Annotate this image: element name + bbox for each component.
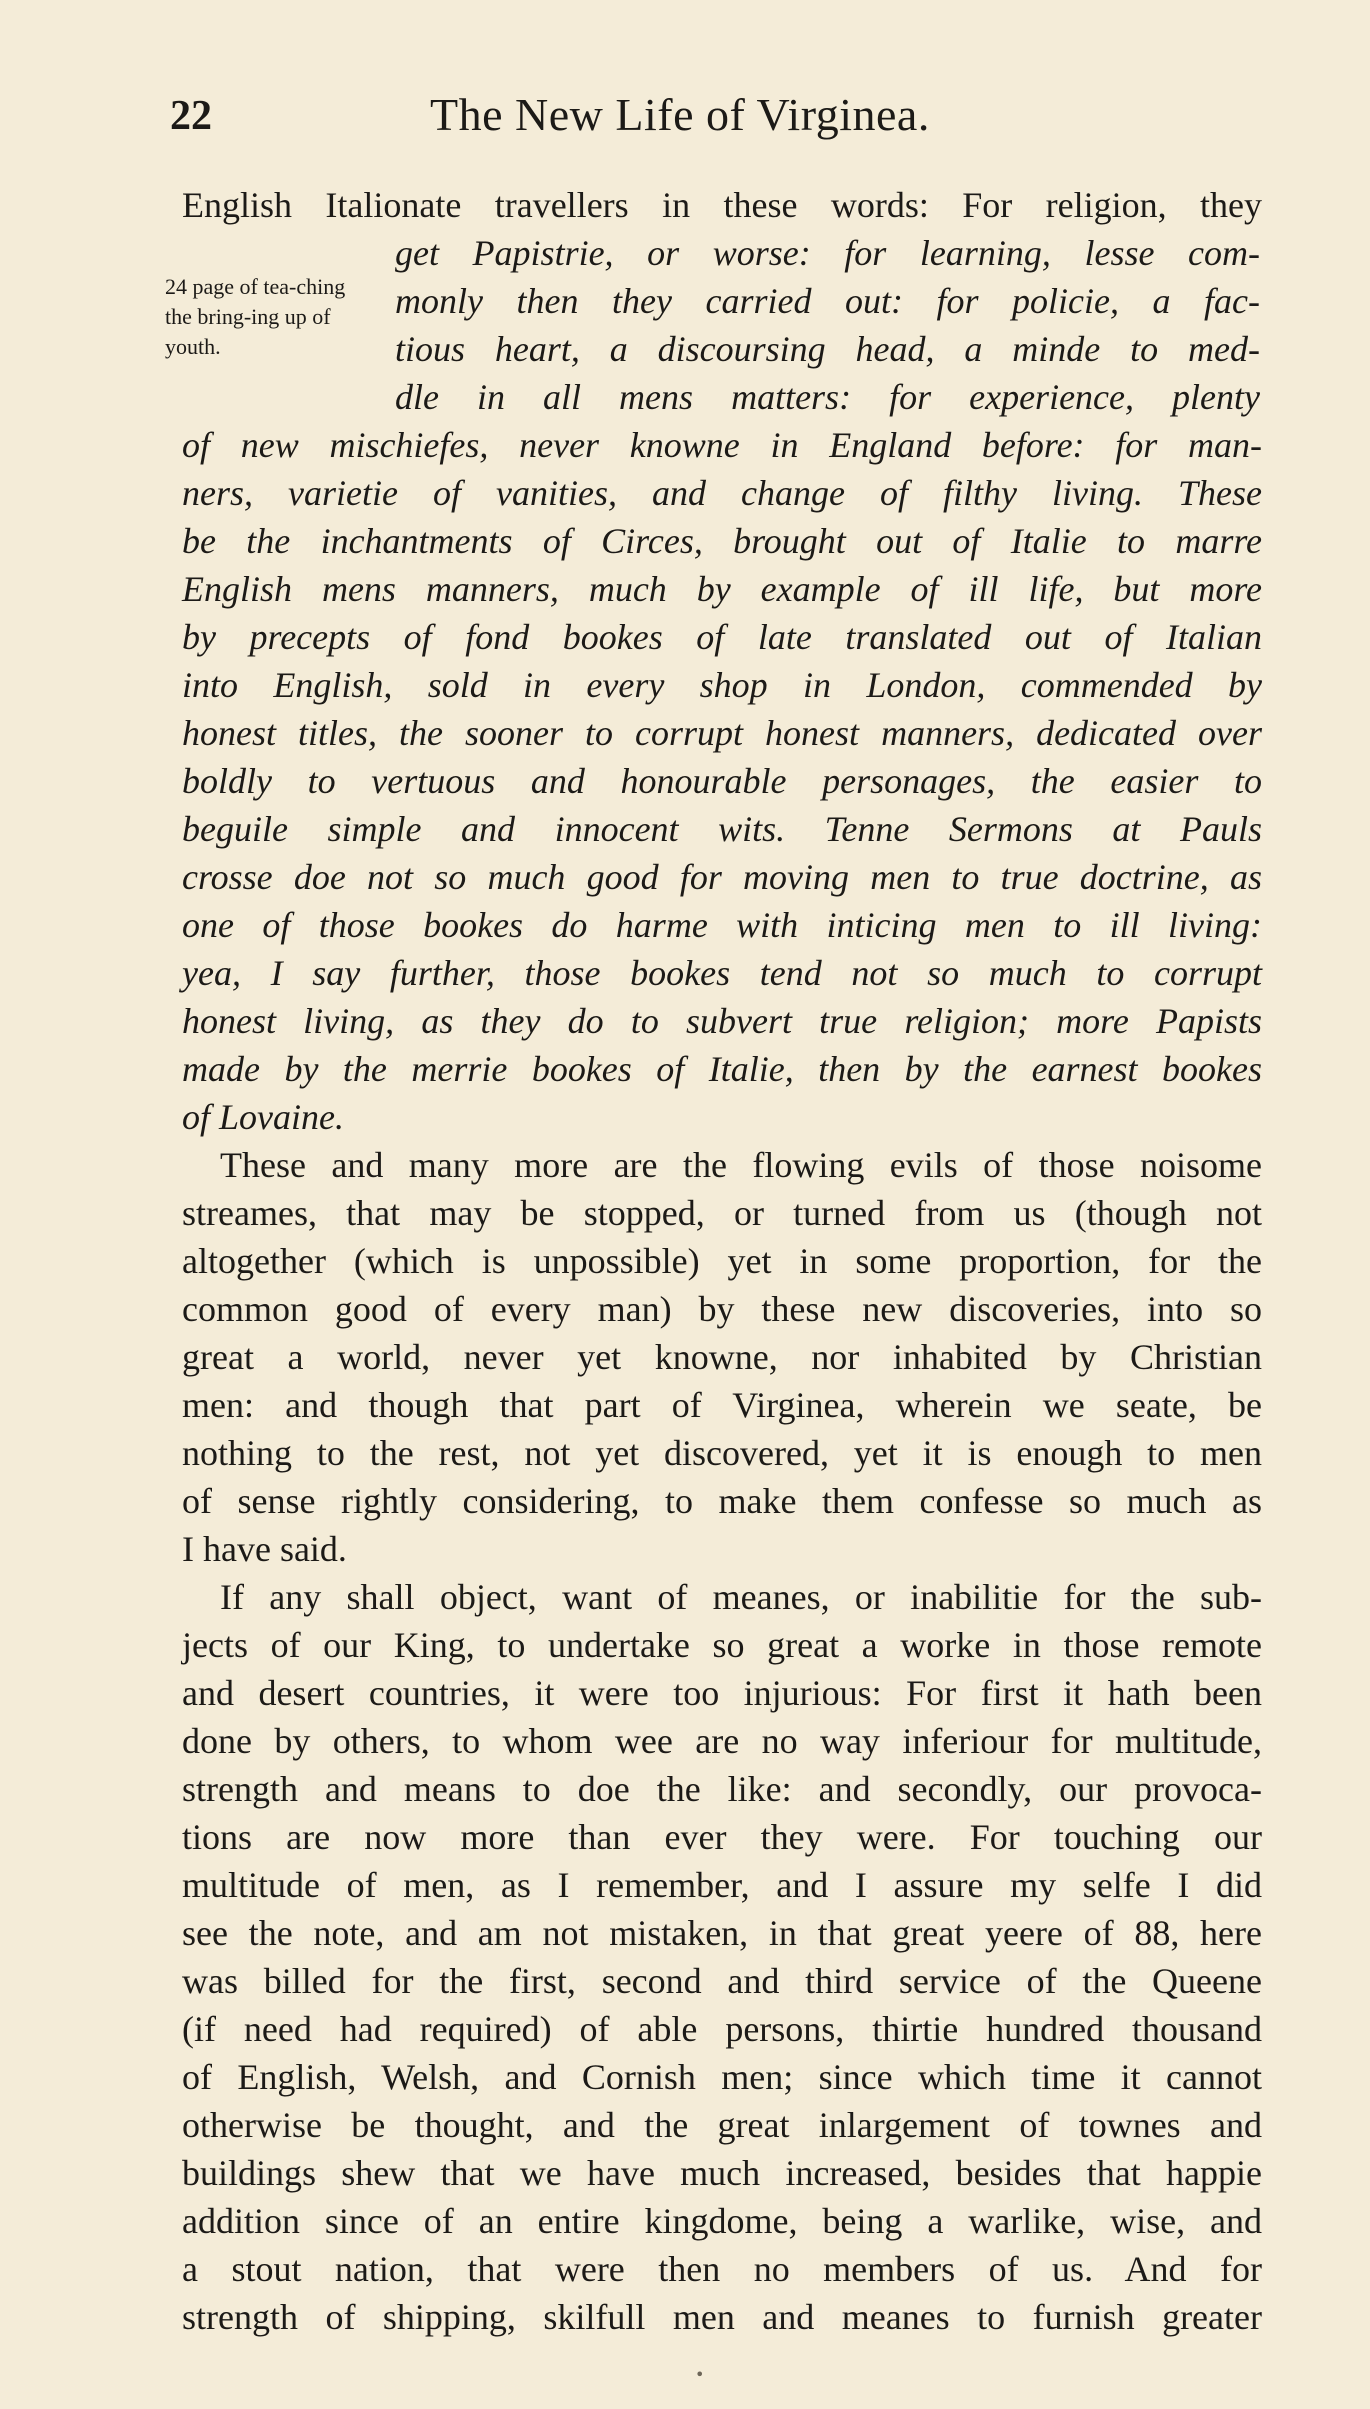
- text-line: common good of every man) by these new discoveries, into so: [182, 1289, 1262, 1329]
- page-speck: •: [695, 2365, 705, 2384]
- text-line: strength and means to doe the like: and secondly, our provoca-: [182, 1769, 1262, 1809]
- text-line: strength of shipping, skilfull men and meanes to furnish greater: [182, 2297, 1262, 2337]
- text-line: of Lovaine.: [182, 1097, 344, 1137]
- text-line: tious heart, a discoursing head, a minde to med-: [395, 329, 1260, 369]
- text-line: get Papistrie, or worse: for learning, lesse com-: [395, 233, 1260, 273]
- text-line: nothing to the rest, not yet discovered, yet it is enough to men: [182, 1433, 1262, 1473]
- text-line: buildings shew that we have much increased, besides that happie: [182, 2153, 1262, 2193]
- text-line: If any shall object, want of meanes, or inabilitie for the sub-: [220, 1577, 1262, 1617]
- text-line: into English, sold in every shop in London, commended by: [182, 665, 1262, 705]
- text-line: honest living, as they do to subvert true religion; more Papists: [182, 1001, 1262, 1041]
- text-line: otherwise be thought, and the great inlargement of townes and: [182, 2105, 1262, 2145]
- text-line: honest titles, the sooner to corrupt honest manners, dedicated over: [182, 713, 1262, 753]
- text-line: These and many more are the flowing evils of those noisome: [220, 1145, 1262, 1185]
- text-line: by precepts of fond bookes of late translated out of Italian: [182, 617, 1262, 657]
- text-line: (if need had required) of able persons, thirtie hundred thousand: [182, 2009, 1262, 2049]
- margin-note: 24 page of tea-ching the bring-ing up of youth.: [165, 274, 346, 359]
- text-line: be the inchantments of Circes, brought out of Italie to marre: [182, 521, 1262, 561]
- text-line: great a world, never yet knowne, nor inhabited by Christian: [182, 1337, 1262, 1377]
- text-line: streames, that may be stopped, or turned from us (though not: [182, 1193, 1262, 1233]
- text-line: tions are now more than ever they were. For touching our: [182, 1817, 1262, 1857]
- text-line: made by the merrie bookes of Italie, then by the earnest bookes: [182, 1049, 1262, 1089]
- text-line: ners, varietie of vanities, and change of filthy living. These: [182, 473, 1262, 513]
- text-line: done by others, to whom wee are no way inferiour for multitude,: [182, 1721, 1262, 1761]
- text-line: boldly to vertuous and honourable personages, the easier to: [182, 761, 1262, 801]
- text-line: a stout nation, that were then no members of us. And for: [182, 2249, 1262, 2289]
- text-line: English mens manners, much by example of ill life, but more: [182, 569, 1262, 609]
- text-line: addition since of an entire kingdome, being a warlike, wise, and: [182, 2201, 1262, 2241]
- text-line: altogether (which is unpossible) yet in some proportion, for the: [182, 1241, 1262, 1281]
- text-line: men: and though that part of Virginea, wherein we seate, be: [182, 1385, 1262, 1425]
- running-head: The New Life of Virginea.: [430, 89, 930, 140]
- text-line: one of those bookes do harme with inticing men to ill living:: [182, 905, 1262, 945]
- text-line: was billed for the first, second and third service of the Queene: [182, 1961, 1262, 2001]
- text-line: see the note, and am not mistaken, in that great yeere of 88, here: [182, 1913, 1262, 1953]
- text-line: multitude of men, as I remember, and I assure my selfe I did: [182, 1865, 1262, 1905]
- text-line: monly then they carried out: for policie, a fac-: [395, 281, 1260, 321]
- text-line: and desert countries, it were too injurious: For first it hath been: [182, 1673, 1262, 1713]
- text-line: I have said.: [182, 1529, 347, 1569]
- text-line: crosse doe not so much good for moving men to true doctrine, as: [182, 857, 1262, 897]
- text-line: jects of our King, to undertake so great a worke in those remote: [182, 1625, 1262, 1665]
- text-line: dle in all mens matters: for experience, plenty: [395, 377, 1260, 417]
- text-line: yea, I say further, those bookes tend not so much to corrupt: [182, 953, 1262, 993]
- page-number: 22: [170, 93, 212, 139]
- text-line: of new mischiefes, never knowne in England before: for man-: [182, 425, 1262, 465]
- text-line: English Italionate travellers in these words: For religion, they: [182, 185, 1262, 225]
- text-line: beguile simple and innocent wits. Tenne Sermons at Pauls: [182, 809, 1262, 849]
- text-line: of sense rightly considering, to make them confesse so much as: [182, 1481, 1262, 1521]
- text-line: of English, Welsh, and Cornish men; since which time it cannot: [182, 2057, 1262, 2097]
